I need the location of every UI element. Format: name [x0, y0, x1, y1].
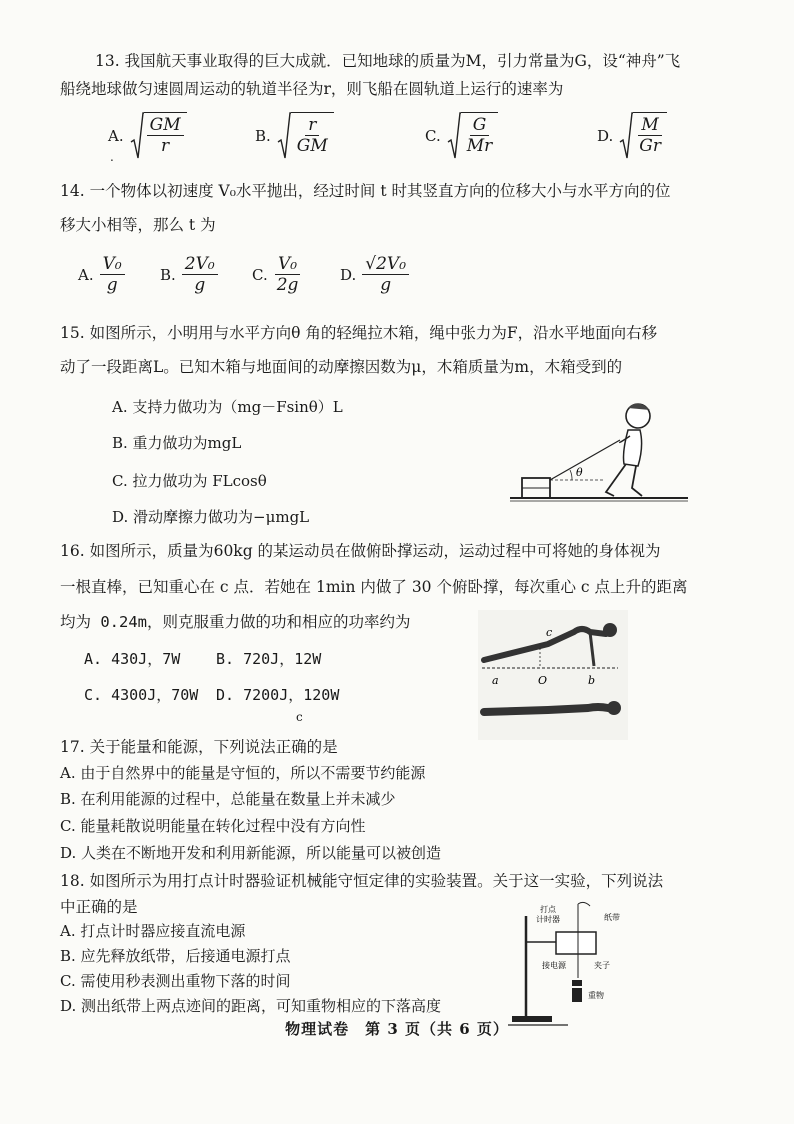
q15-option-a[interactable]: A. 支持力做功为（mg－Fsinθ）L: [112, 398, 343, 416]
q16-option-c[interactable]: C. 4300J，70W: [84, 686, 199, 704]
label-c: c: [546, 626, 553, 639]
sqrt-icon: [447, 112, 461, 160]
option-label: B.: [255, 127, 271, 145]
label-tape: 纸带: [604, 913, 620, 922]
q14-line2: 移大小相等，那么 t 为: [60, 216, 216, 234]
rope-line: [550, 440, 620, 480]
weight: [572, 988, 582, 1002]
q13-option-a[interactable]: [108, 112, 187, 160]
q18-option-c[interactable]: C. 需使用秒表测出重物下落的时间: [60, 972, 291, 990]
tape-end: [578, 902, 590, 906]
q15-line2: 动了一段距离L。已知木箱与地面间的动摩擦因数为μ，木箱质量为m，木箱受到的: [60, 358, 623, 376]
q15-option-b[interactable]: B. 重力做功为mgL: [112, 434, 242, 452]
q14-option-d[interactable]: [340, 254, 409, 295]
q18-option-b[interactable]: B. 应先释放纸带，后接通电源打点: [60, 947, 291, 965]
numerator: r: [305, 115, 319, 136]
numerator: √2V₀: [362, 254, 409, 275]
q16-option-b[interactable]: B. 720J，12W: [216, 650, 322, 668]
label-b: b: [588, 674, 596, 687]
sqrt-icon: [277, 112, 291, 160]
page-footer: 物理试卷 第 3 页（共 6 页）: [285, 1020, 509, 1038]
q17-option-c[interactable]: C. 能量耗散说明能量在转化过程中没有方向性: [60, 817, 366, 835]
option-label: A.: [108, 127, 124, 145]
speck: .: [110, 150, 114, 164]
theta-label: θ: [576, 466, 583, 479]
denominator: g: [194, 275, 206, 295]
q15-option-d[interactable]: D. 滑动摩擦力做功为−μmgL: [112, 508, 310, 526]
q15-line1: 15. 如图所示，小明用与水平方向θ 角的轻绳拉木箱，绳中张力为F，沿水平地面向右移: [60, 324, 658, 342]
pushup-figure: [478, 610, 628, 740]
q16-option-d[interactable]: D. 7200J，120W: [216, 686, 340, 704]
option-label: B.: [160, 265, 176, 284]
q13-option-b[interactable]: [255, 112, 334, 160]
stray-mark: c: [296, 710, 303, 724]
person-leg-back: [606, 464, 626, 496]
q16-line3: 均为 0.24m，则克服重力做的功和相应的功率约为: [60, 613, 411, 631]
q18-line2: 中正确的是: [60, 898, 138, 916]
option-label: D.: [340, 265, 357, 284]
sqrt-icon: [619, 112, 633, 160]
q14-line1: 14. 一个物体以初速度 V₀水平抛出，经过时间 t 时其竖直方向的位移大小与水平方向的位: [60, 182, 671, 200]
q17-option-a[interactable]: A. 由于自然界中的能量是守恒的，所以不需要节约能源: [60, 764, 426, 782]
q17-option-b[interactable]: B. 在利用能源的过程中，总能量在数量上并未减少: [60, 790, 396, 808]
q16-line1: 16. 如图所示，质量为60kg 的某运动员在做俯卧撑运动，运动过程中可将她的身体视为: [60, 542, 661, 560]
q18-option-a[interactable]: A. 打点计时器应接直流电源: [60, 922, 246, 940]
option-label: A.: [78, 265, 94, 284]
pulling-box-figure: [510, 400, 690, 505]
denominator: r: [161, 136, 170, 156]
label-weight: 重物: [588, 991, 604, 1000]
numerator: V₀: [100, 254, 125, 275]
denominator: GM: [296, 136, 328, 156]
label-o: O: [538, 674, 548, 687]
q13-option-c[interactable]: [425, 112, 498, 160]
athlete-head-upper: [603, 623, 617, 637]
denominator: g: [380, 275, 392, 295]
numerator: V₀: [275, 254, 300, 275]
q16-option-a[interactable]: A. 430J，7W: [84, 650, 181, 668]
person-torso: [624, 430, 642, 466]
option-label: C.: [252, 265, 268, 284]
label-power: 接电源: [542, 961, 566, 970]
q18-line1: 18. 如图所示为用打点计时器验证机械能守恒定律的实验装置。关于这一实验，下列说法: [60, 872, 664, 890]
q15-option-c[interactable]: C. 拉力做功为 FLcosθ: [112, 472, 267, 490]
q13-line1: 13. 我国航天事业取得的巨大成就．已知地球的质量为M，引力常量为G，设“神舟”飞: [95, 52, 681, 70]
denominator: 2g: [276, 275, 299, 295]
q14-option-c[interactable]: [252, 254, 301, 295]
q14-option-a[interactable]: [78, 254, 125, 295]
q17-line1: 17. 关于能量和能源，下列说法正确的是: [60, 738, 338, 756]
denominator: g: [106, 275, 118, 295]
q17-option-d[interactable]: D. 人类在不断地开发和利用新能源，所以能量可以被创造: [60, 844, 442, 862]
option-label: D.: [597, 127, 614, 145]
timer-body: [556, 932, 596, 954]
q16-line2: 一根直棒，已知重心在 c 点．若她在 1min 内做了 30 个俯卧撑，每次重心 c 点上升的距离: [60, 578, 688, 596]
athlete-head-lower: [607, 701, 621, 715]
person-leg-front: [632, 466, 642, 496]
ticker-timer-figure: [508, 898, 668, 1030]
label-timer-2: 计时器: [536, 915, 560, 924]
label-a: a: [492, 674, 499, 687]
q13-option-d[interactable]: [597, 112, 667, 160]
numerator: GM: [147, 115, 184, 136]
q13-line2: 船绕地球做匀速圆周运动的轨道半径为r，则飞船在圆轨道上运行的速率为: [60, 80, 564, 98]
q14-option-b[interactable]: [160, 254, 218, 295]
label-timer-1: 打点: [540, 905, 556, 914]
denominator: Gr: [639, 136, 661, 156]
denominator: Mr: [466, 136, 493, 156]
numerator: 2V₀: [182, 254, 218, 275]
angle-arc: [570, 470, 572, 480]
option-label: C.: [425, 127, 441, 145]
numerator: G: [470, 115, 490, 136]
sqrt-icon: [130, 112, 144, 160]
clip: [572, 980, 582, 986]
q18-option-d[interactable]: D. 测出纸带上两点迹间的距离，可知重物相应的下落高度: [60, 997, 442, 1015]
athlete-body-lower: [484, 707, 608, 712]
numerator: M: [638, 115, 661, 136]
label-clip: 夹子: [594, 961, 610, 970]
